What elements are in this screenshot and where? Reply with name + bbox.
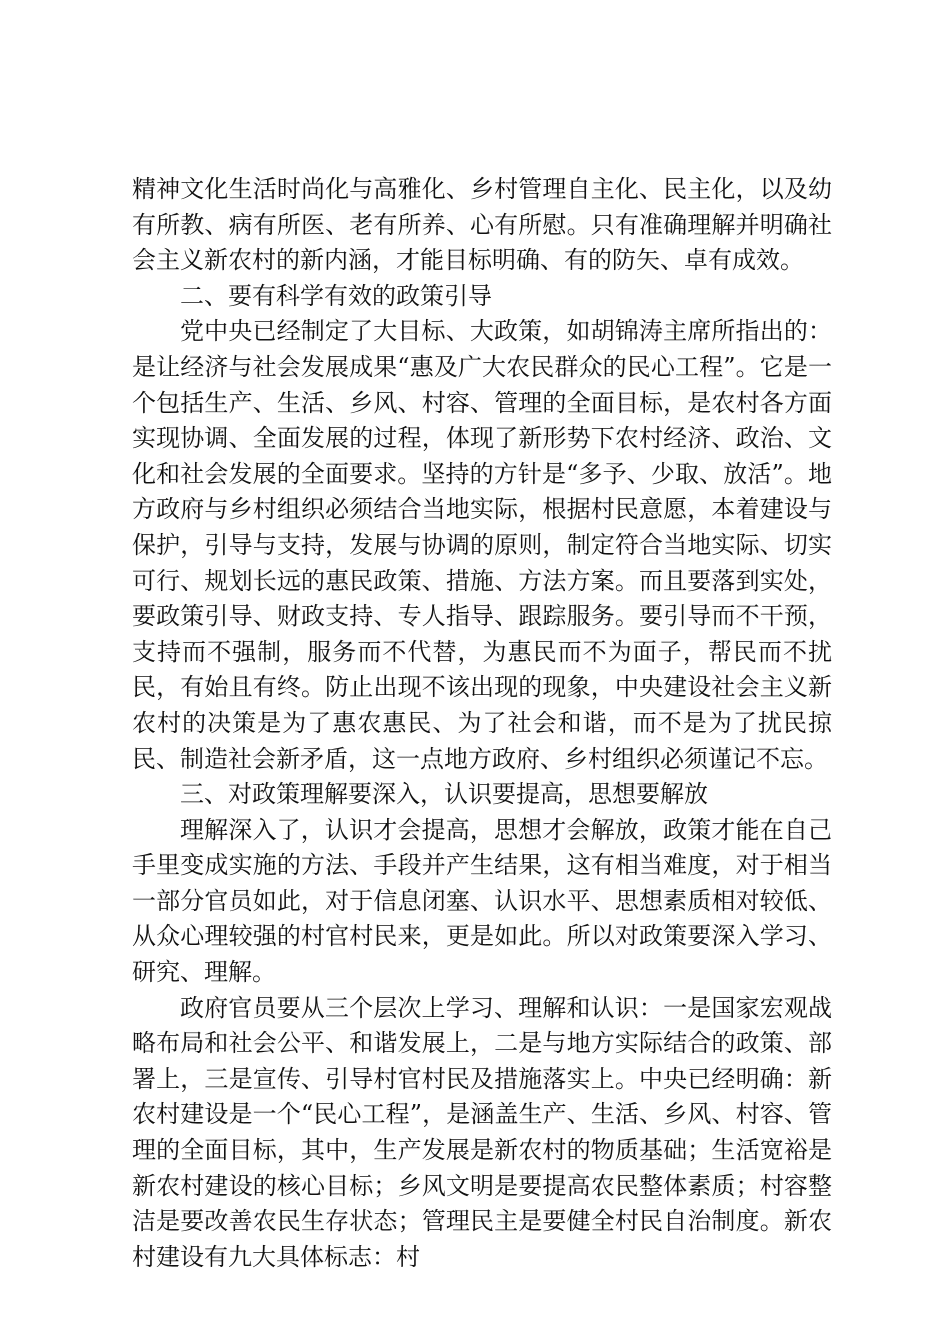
paragraph-three-levels: 政府官员要从三个层次上学习、理解和认识：一是国家宏观战略布局和社会公平、和谐发展上，二是与地方实际结合的政策、部署上，三是宣传、引导村官村民及措施落实上。中央已经明确：新农村建设是一个“民心工程”，是涵盖生产、生活、乡风、村容、管理的全面目标，其中，生产发展是新农村的物质基础；生活宽裕是新农村建设的核心目标；乡风文明是要提高农民整体素质；村容整洁是要改善农民生存状态；管理民主是要健全村民自治制度。新农村建设有九大具体标志：村 bbox=[132, 993, 832, 1271]
document-body bbox=[132, 172, 832, 1275]
section-heading-3: 三、对政策理解要深入，认识要提高，思想要解放 bbox=[180, 780, 708, 809]
paragraph-understanding: 理解深入了，认识才会提高，思想才会解放，政策才能在自己手里变成实施的方法、手段并产生结果，这有相当难度，对于相当一部分官员如此，对于信息闭塞、认识水平、思想素质相对较低、从众心理较强的村官村民来，更是如此。所以对政策要深入学习、研究、理解。 bbox=[132, 815, 832, 987]
paragraph-continuation: 精神文化生活时尚化与高雅化、乡村管理自主化、民主化，以及幼有所教、病有所医、老有所养、心有所慰。只有准确理解并明确社会主义新农村的新内涵，才能目标明确、有的防矢、卓有成效。 bbox=[132, 175, 832, 275]
section-heading-2: 二、要有科学有效的政策引导 bbox=[180, 281, 492, 310]
paragraph-policy-guidance: 党中央已经制定了大目标、大政策，如胡锦涛主席所指出的：是让经济与社会发展成果“惠及广大农民群众的民心工程”。它是一个包括生产、生活、乡风、村容、管理的全面目标，是农村各方面实现协调、全面发展的过程，体现了新形势下农村经济、政治、文化和社会发展的全面要求。坚持的方针是“多予、少取、放活”。地方政府与乡村组织必须结合当地实际，根据村民意愿，本着建设与保护，引导与支持，发展与协调的原则，制定符合当地实际、切实可行、规划长远的惠民政策、措施、方法方案。而且要落到实处，要政策引导、财政支持、专人指导、跟踪服务。要引导而不干预，支持而不强制，服务而不代替，为惠民而不为面子，帮民而不扰民，有始且有终。防止出现不该出现的现象，中央建设社会主义新农村的决策是为了惠农惠民、为了社会和谐，而不是为了扰民掠民、制造社会新矛盾，这一点地方政府、乡村组织必须谨记不忘。 bbox=[132, 317, 832, 773]
